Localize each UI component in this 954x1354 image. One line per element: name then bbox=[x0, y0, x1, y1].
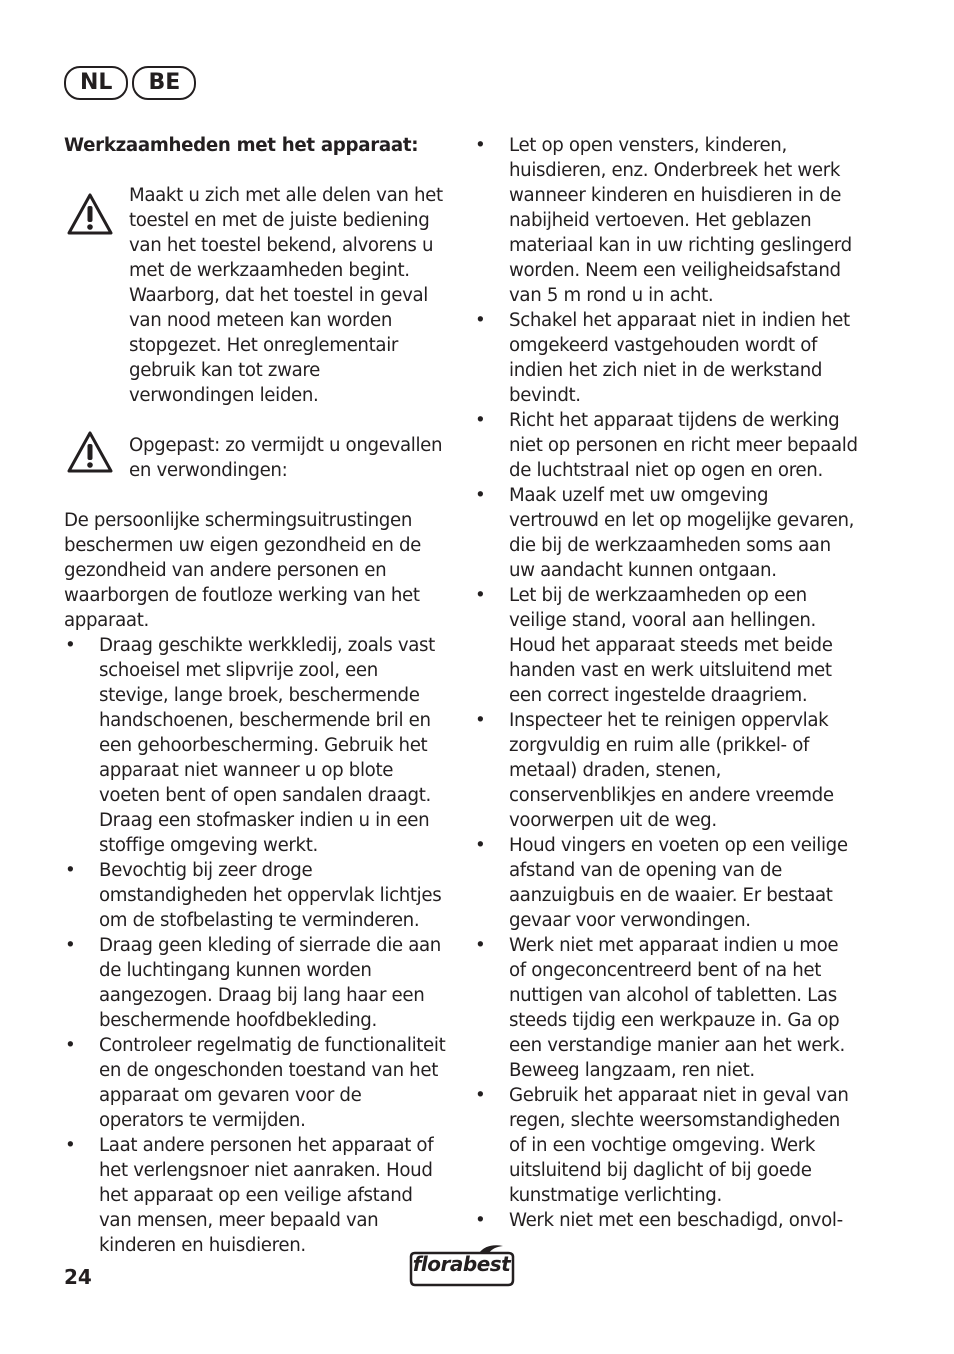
intro-paragraph: De persoonlijke schermingsuitrustingen beschermen uw eigen gezondheid en de gezondheid van andere personen en waarborgen de foutloze werking van het apparaat. bbox=[64, 510, 421, 631]
list-item: • Richt het apparaat tijdens de werking niet op personen en richt meer bepaald de luchtstraal niet op ogen en oren. bbox=[474, 408, 860, 483]
bullet-list-right bbox=[474, 133, 860, 1233]
page-number: 24 bbox=[64, 1265, 92, 1289]
list-item: • Draag geen kleding of sierrade die aan de luchtingang kunnen worden aangezogen. Draag bij lang haar een beschermende hoofdbekleding. bbox=[64, 933, 448, 1033]
list-item: • Draag geschikte werkkledij, zoals vast schoeisel met slipvrije zool, een stevige, lange broek, beschermende handschoenen, beschermende bril en een gehoorbescherming. Gebruik het apparaat niet wanneer u op blote voeten bent of open sandalen draagt. Draag een stofmasker indien u in een stoffige omgeving werkt. bbox=[64, 633, 448, 858]
list-item: • Schakel het apparaat niet in indien het omgekeerd vastgehouden wordt of indien het zich niet in de werkstand bevindt. bbox=[474, 308, 860, 408]
right-column bbox=[474, 133, 860, 1233]
list-item: • Bevochtig bij zeer droge omstandigheden het oppervlak lichtjes om de stofbelasting te verminderen. bbox=[64, 858, 448, 933]
list-item: • Let op open vensters, kinderen, huisdieren, enz. Onderbreek het werk wanneer kinderen en huisdieren in de nabijheid vertoeven. Het geblazen materiaal kan in uw richting geslingerd worden. Neem een veiligheidsafstand van 5 m rond u in acht. bbox=[474, 133, 860, 308]
list-item: • Houd vingers en voeten op een veilige afstand van de opening van de aanzuigbuis en de waaier. Er bestaat gevaar voor verwondingen. bbox=[474, 833, 860, 933]
list-item: • Maak uzelf met uw omgeving vertrouwd en let op mogelijke gevaren, die bij de werkzaamheden soms aan uw aandacht kunnen ontgaan. bbox=[474, 483, 860, 583]
section-heading: Werkzaamheden met het apparaat: bbox=[64, 135, 419, 156]
logo-text: florabest bbox=[412, 1252, 511, 1276]
language-badge-be: BE bbox=[132, 66, 196, 100]
warning-triangle-icon bbox=[66, 430, 114, 474]
florabest-logo bbox=[405, 1244, 518, 1294]
warning-triangle-icon bbox=[66, 192, 114, 236]
language-badges bbox=[64, 66, 196, 100]
bullet-list-left bbox=[64, 633, 448, 1258]
language-badge-nl: NL bbox=[64, 66, 128, 100]
list-item: • Controleer regelmatig de functionaliteit en de ongeschonden toestand van het apparaat om gevaren voor de operators te vermijden. bbox=[64, 1033, 448, 1133]
list-item: • Werk niet met een beschadigd, onvol- bbox=[474, 1208, 860, 1233]
warning-block-1 bbox=[64, 183, 448, 408]
list-item: • Gebruik het apparaat niet in geval van regen, slechte weersomstandigheden of in een vochtige omgeving. Werk uitsluitend bij daglicht of bij goede kunstmatige verlichting. bbox=[474, 1083, 860, 1208]
warning-block-2 bbox=[64, 433, 448, 483]
list-item: • Werk niet met apparaat indien u moe of ongeconcentreerd bent of na het nuttigen van alcohol of tabletten. Las steeds tijdig een werkpauze in. Ga op een verstandige manier aan het werk. Beweeg langzaam, ren niet. bbox=[474, 933, 860, 1083]
list-item: • Inspecteer het te reinigen oppervlak zorgvuldig en ruim alle (prikkel- of metaal) draden, stenen, conservenblikjes en andere vreemde voorwerpen uit de weg. bbox=[474, 708, 860, 833]
warning-text-1: Maakt u zich met alle delen van het toestel en met de juiste bediening van het toestel bekend, alvorens u met de werkzaamheden begint. Waarborg, dat het toestel in geval van nood meteen kan worden stopgezet. Het onreglementair gebruik kan tot zware verwondingen leiden. bbox=[129, 185, 443, 406]
warning-text-2: Opgepast: zo vermijdt u ongevallen en verwondingen: bbox=[129, 435, 443, 481]
list-item: • Let bij de werkzaamheden op een veilige stand, vooral aan hellingen. Houd het apparaat steeds met beide handen vast en werk uitsluitend met een correct ingestelde draagriem. bbox=[474, 583, 860, 708]
list-item: • Laat andere personen het apparaat of het verlengsnoer niet aanraken. Houd het apparaat op een veilige afstand van mensen, meer bepaald van kinderen en huisdieren. bbox=[64, 1133, 448, 1258]
left-column bbox=[64, 133, 448, 1258]
